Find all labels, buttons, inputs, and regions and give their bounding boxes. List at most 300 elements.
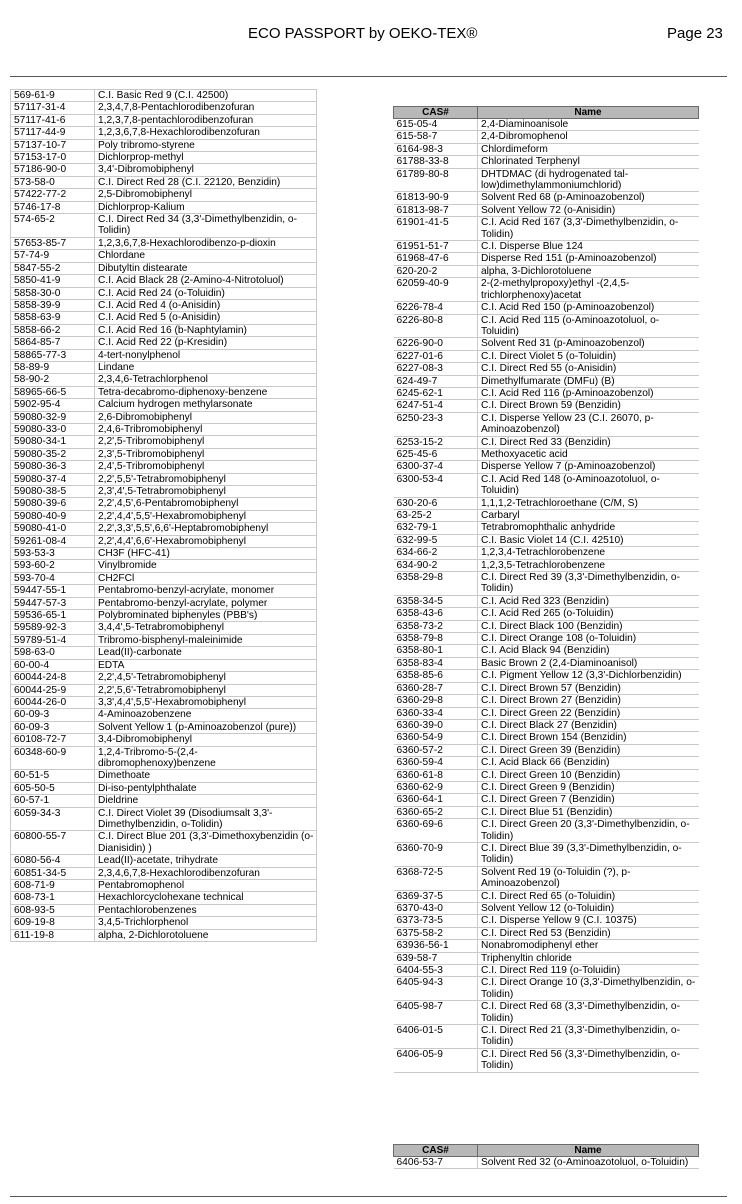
table-row (11, 374, 317, 386)
cas-number-cell: 5858-66-2 (11, 324, 95, 336)
cas-number-cell: 6358-34-5 (394, 595, 478, 607)
substance-name-cell: Disperse Red 151 (p-Aminoazobenzol) (478, 253, 699, 265)
cas-number-cell: 6373-73-5 (394, 915, 478, 927)
table-row (11, 498, 317, 510)
substance-name-cell: C.I. Direct Brown 154 (Benzidin) (478, 732, 699, 744)
cas-number-cell: 573-58-0 (11, 176, 95, 188)
table-row (394, 707, 699, 719)
substance-name-cell: C.I. Acid Red 16 (b-Naphtylamin) (95, 324, 317, 336)
substance-name-cell: 2,2',4,4',5,5'-Hexabromobiphenyl (95, 510, 317, 522)
cas-number-cell: 608-93-5 (11, 904, 95, 916)
cas-number-cell: 634-66-2 (394, 547, 478, 559)
table-row (394, 595, 699, 607)
table-row (394, 657, 699, 669)
cas-number-cell: 59261-08-4 (11, 535, 95, 547)
cas-number-cell: 63936-56-1 (394, 940, 478, 952)
cas-number-cell: 5858-63-9 (11, 312, 95, 324)
table-row (394, 400, 699, 412)
substance-name-cell: Solvent Yellow 12 (o-Toluidin) (478, 903, 699, 915)
cas-number-cell: 608-73-1 (11, 892, 95, 904)
table-row (394, 241, 699, 253)
cas-number-cell: 6059-34-3 (11, 807, 95, 831)
substance-name-cell: C.I. Direct Red 28 (C.I. 22120, Benzidin) (95, 176, 317, 188)
cas-number-cell: 611-19-8 (11, 929, 95, 941)
substance-name-cell: C.I. Pigment Yellow 12 (3,3'-Dichlorbenzidin) (478, 670, 699, 682)
substance-name-cell: Tetra-decabromo-diphenoxy-benzene (95, 386, 317, 398)
table-row (11, 831, 317, 855)
table-row (394, 842, 699, 866)
cas-number-cell: 59080-40-9 (11, 510, 95, 522)
substance-name-cell: 2-(2-methylpropoxy)ethyl -(2,4,5-trichlorphenoxy)acetat (478, 278, 699, 302)
table-row (394, 769, 699, 781)
substance-name-cell: C.I. Disperse Yellow 9 (C.I. 10375) (478, 915, 699, 927)
table-row (11, 423, 317, 435)
substance-name-cell: C.I. Acid Red 24 (o-Toluidin) (95, 287, 317, 299)
table-row (394, 965, 699, 977)
table-row (394, 695, 699, 707)
table-row (11, 572, 317, 584)
cas-number-cell: 6358-43-6 (394, 608, 478, 620)
cas-number-cell: 59536-65-1 (11, 610, 95, 622)
table-row (394, 915, 699, 927)
table-row (11, 929, 317, 941)
cas-number-cell: 6404-55-3 (394, 965, 478, 977)
substance-name-cell: Lindane (95, 361, 317, 373)
substance-name-cell: Chlorinated Terphenyl (478, 156, 699, 168)
substance-name-cell: C.I. Direct Black 27 (Benzidin) (478, 719, 699, 731)
table-row (394, 522, 699, 534)
cas-number-cell: 6226-78-4 (394, 302, 478, 314)
substance-name-cell: 1,1,1,2-Tetrachloroethane (C/M, S) (478, 497, 699, 509)
substance-name-cell: C.I. Disperse Yellow 23 (C.I. 26070, p-Aminoazobenzol) (478, 412, 699, 436)
substance-name-cell: C.I. Acid Red 150 (p-Aminoazobenzol) (478, 302, 699, 314)
cas-number-cell: 6360-64-1 (394, 794, 478, 806)
table-row (394, 682, 699, 694)
substance-name-cell: C.I. Acid Red 4 (o-Anisidin) (95, 299, 317, 311)
table-row (394, 375, 699, 387)
substance-name-cell: Dimethoate (95, 770, 317, 782)
table-row (394, 732, 699, 744)
cas-number-cell: 639-58-7 (394, 952, 478, 964)
cas-number-cell: 58965-66-5 (11, 386, 95, 398)
table-row (11, 510, 317, 522)
table-row (394, 253, 699, 265)
cas-number-cell: 6360-69-6 (394, 819, 478, 843)
substance-name-cell: 2,2',4,4',6,6'-Hexabromobiphenyl (95, 535, 317, 547)
substance-name-cell: C.I. Direct Blue 201 (3,3'-Dimethoxybenzidin (o-Dianisidin) ) (95, 831, 317, 855)
cas-number-cell: 57153-17-0 (11, 152, 95, 164)
cas-number-cell: 59080-37-4 (11, 473, 95, 485)
substance-name-cell: CH2FCl (95, 572, 317, 584)
substance-name-cell: alpha, 3-Dichlorotoluene (478, 265, 699, 277)
table-row (11, 411, 317, 423)
cas-number-cell: 60-09-3 (11, 709, 95, 721)
table-row (394, 510, 699, 522)
table-row (394, 903, 699, 915)
substance-name-cell: Chlordane (95, 250, 317, 262)
substance-name-cell: Tetrabromophthalic anhydride (478, 522, 699, 534)
table-row (11, 782, 317, 794)
cas-number-cell: 6360-33-4 (394, 707, 478, 719)
table-row (11, 201, 317, 213)
cas-number-cell: 60851-34-5 (11, 867, 95, 879)
table-row (394, 302, 699, 314)
substance-name-cell: 1,2,3,5-Tetrachlorobenzene (478, 559, 699, 571)
table-row (11, 386, 317, 398)
substance-name-cell: Di-iso-pentylphthalate (95, 782, 317, 794)
table-row (394, 794, 699, 806)
cas-number-cell: 615-05-4 (394, 119, 478, 131)
substance-name-cell: Carbaryl (478, 510, 699, 522)
table-row (394, 1001, 699, 1025)
table-row (394, 131, 699, 143)
cas-number-cell: 6358-29-8 (394, 572, 478, 596)
table-row (11, 672, 317, 684)
cas-number-cell: 5850-41-9 (11, 275, 95, 287)
cas-number-cell: 60-51-5 (11, 770, 95, 782)
table-row (394, 278, 699, 302)
cas-number-cell: 60044-24-8 (11, 672, 95, 684)
table-row (11, 904, 317, 916)
substance-name-cell: Hexachlorcyclohexane technical (95, 892, 317, 904)
substance-name-cell: Polybrominated biphenyles (PBB's) (95, 610, 317, 622)
table-row (394, 806, 699, 818)
substance-name-cell: C.I. Acid Black 28 (2-Amino-4-Nitrotoluol) (95, 275, 317, 287)
substance-name-cell: 3,4'-Dibromobiphenyl (95, 164, 317, 176)
table-row (11, 361, 317, 373)
table-row (11, 114, 317, 126)
cas-number-cell: 57137-10-7 (11, 139, 95, 151)
cas-number-cell: 593-70-4 (11, 572, 95, 584)
table-row (394, 168, 699, 192)
footer-rule (10, 1196, 727, 1197)
substance-name-cell: Solvent Red 31 (p-Aminoazobenzol) (478, 338, 699, 350)
table-row (394, 1025, 699, 1049)
left-substance-table (10, 89, 317, 942)
cas-number-cell: 63-25-2 (394, 510, 478, 522)
cas-number-cell: 615-58-7 (394, 131, 478, 143)
cas-number-cell: 598-63-0 (11, 647, 95, 659)
header-rule (10, 76, 727, 77)
substance-name-cell: Nonabromodiphenyl ether (478, 940, 699, 952)
table-row (394, 156, 699, 168)
substance-name-cell: Pentabromo-benzyl-acrylate, monomer (95, 585, 317, 597)
table-header-row (394, 1145, 699, 1157)
substance-name-cell: 1,2,4-Tribromo-5-(2,4-dibromophenoxy)benzene (95, 746, 317, 770)
substance-name-cell: 2,5-Dibromobiphenyl (95, 189, 317, 201)
cas-number-cell: 60348-60-9 (11, 746, 95, 770)
table-row (11, 610, 317, 622)
cas-number-cell: 6358-83-4 (394, 657, 478, 669)
substance-name-cell: C.I. Direct Green 22 (Benzidin) (478, 707, 699, 719)
cas-number-cell: 6245-62-1 (394, 387, 478, 399)
cas-number-cell: 6360-28-7 (394, 682, 478, 694)
substance-name-cell: 3,4,5-Trichlorphenol (95, 917, 317, 929)
table-row (11, 807, 317, 831)
cas-number-cell: 61789-80-8 (394, 168, 478, 192)
table-row (11, 448, 317, 460)
table-row (394, 473, 699, 497)
page-number: Page 23 (667, 25, 723, 42)
table-row (11, 90, 317, 102)
table-row (394, 744, 699, 756)
table-row (11, 659, 317, 671)
cas-number-cell: 6300-37-4 (394, 461, 478, 473)
substance-name-cell: 3,4,4',5-Tetrabromobiphenyl (95, 622, 317, 634)
cas-column-header: CAS# (394, 1145, 478, 1157)
cas-number-cell: 6360-65-2 (394, 806, 478, 818)
cas-number-cell: 6360-29-8 (394, 695, 478, 707)
substance-name-cell: EDTA (95, 659, 317, 671)
table-row (11, 585, 317, 597)
substance-name-cell: Dieldrine (95, 795, 317, 807)
cas-number-cell: 57-74-9 (11, 250, 95, 262)
table-row (11, 867, 317, 879)
substance-name-cell: C.I. Direct Red 33 (Benzidin) (478, 436, 699, 448)
substance-name-cell: C.I. Direct Red 56 (3,3'-Dimethylbenzidin, o-Tolidin) (478, 1048, 699, 1072)
substance-name-cell: C.I. Direct Orange 108 (o-Toluidin) (478, 633, 699, 645)
cas-number-cell: 569-61-9 (11, 90, 95, 102)
cas-number-cell: 6247-51-4 (394, 400, 478, 412)
substance-name-cell: C.I. Direct Violet 39 (Disodiumsalt 3,3'-Dimethylbenzidin, o-Tolidin) (95, 807, 317, 831)
left-table-body (11, 90, 317, 942)
table-row (394, 217, 699, 241)
table-row (11, 634, 317, 646)
table-row (11, 770, 317, 782)
substance-name-cell: Solvent Yellow 1 (p-Aminoazobenzol (pure)) (95, 721, 317, 733)
table-row (11, 917, 317, 929)
table-row (11, 795, 317, 807)
substance-name-cell: 2,2',5,5'-Tetrabromobiphenyl (95, 473, 317, 485)
substance-name-cell: C.I. Acid Black 66 (Benzidin) (478, 757, 699, 769)
substance-name-cell: Dimethylfumarate (DMFu) (B) (478, 375, 699, 387)
substance-name-cell: C.I. Direct Red 68 (3,3'-Dimethylbenzidin, o-Tolidin) (478, 1001, 699, 1025)
substance-name-cell: C.I. Disperse Blue 124 (478, 241, 699, 253)
table-row (394, 940, 699, 952)
cas-number-cell: 6358-80-1 (394, 645, 478, 657)
cas-number-cell: 6360-57-2 (394, 744, 478, 756)
table-row (394, 866, 699, 890)
cas-number-cell: 6369-37-5 (394, 890, 478, 902)
substance-name-cell: C.I. Direct Blue 39 (3,3'-Dimethylbenzidin, o-Tolidin) (478, 842, 699, 866)
table-row (11, 312, 317, 324)
cas-number-cell: 574-65-2 (11, 214, 95, 238)
cas-number-cell: 625-45-6 (394, 448, 478, 460)
cas-number-cell: 5902-95-4 (11, 399, 95, 411)
substance-name-cell: 2,2',5,6'-Tetrabromobiphenyl (95, 684, 317, 696)
substance-name-cell: C.I. Direct Brown 59 (Benzidin) (478, 400, 699, 412)
cas-number-cell: 59789-51-4 (11, 634, 95, 646)
cas-number-cell: 59080-41-0 (11, 523, 95, 535)
table-row (11, 696, 317, 708)
name-column-header: Name (478, 1145, 699, 1157)
substance-name-cell: 1,2,3,6,7,8-Hexachlorodibenzofuran (95, 127, 317, 139)
substance-name-cell: 2,4,6-Tribromobiphenyl (95, 423, 317, 435)
table-row (11, 102, 317, 114)
table-row (11, 237, 317, 249)
table-row (11, 337, 317, 349)
cas-number-cell: 59080-33-0 (11, 423, 95, 435)
substance-name-cell: Methoxyacetic acid (478, 448, 699, 460)
table-row (394, 1157, 699, 1169)
table-row (11, 597, 317, 609)
substance-name-cell: C.I. Acid Red 116 (p-Aminoazobenzol) (478, 387, 699, 399)
substance-name-cell: 2,4-Diaminoanisole (478, 119, 699, 131)
cas-number-cell: 60-09-3 (11, 721, 95, 733)
table-header-row (394, 107, 699, 119)
cas-number-cell: 61901-41-5 (394, 217, 478, 241)
cas-number-cell: 6250-23-3 (394, 412, 478, 436)
cas-number-cell: 6405-94-3 (394, 977, 478, 1001)
substance-name-cell: 2,3',5-Tribromobiphenyl (95, 448, 317, 460)
cas-number-cell: 6358-73-2 (394, 620, 478, 632)
substance-name-cell: C.I. Direct Red 65 (o-Toluidin) (478, 890, 699, 902)
substance-name-cell: Poly tribromo-styrene (95, 139, 317, 151)
substance-name-cell: 2,2',5-Tribromobiphenyl (95, 436, 317, 448)
substance-name-cell: C.I. Direct Orange 10 (3,3'-Dimethylbenzidin, o-Tolidin) (478, 977, 699, 1001)
table-row (11, 299, 317, 311)
cas-number-cell: 6375-58-2 (394, 927, 478, 939)
table-row (11, 250, 317, 262)
substance-name-cell: C.I. Acid Red 22 (p-Kresidin) (95, 337, 317, 349)
table-row (394, 952, 699, 964)
cas-number-cell: 60108-72-7 (11, 734, 95, 746)
cas-number-cell: 6406-01-5 (394, 1025, 478, 1049)
substance-name-cell: C.I. Basic Red 9 (C.I. 42500) (95, 90, 317, 102)
substance-name-cell: 2,3,4,6-Tetrachlorphenol (95, 374, 317, 386)
table-row (394, 547, 699, 559)
table-row (394, 119, 699, 131)
substance-name-cell: C.I. Direct Green 20 (3,3'-Dimethylbenzidin, o-Tolidin) (478, 819, 699, 843)
cas-number-cell: 57186-90-0 (11, 164, 95, 176)
substance-name-cell: Basic Brown 2 (2,4-Diaminoanisol) (478, 657, 699, 669)
substance-name-cell: Lead(II)-carbonate (95, 647, 317, 659)
substance-name-cell: 2,4-Dibromophenol (478, 131, 699, 143)
cas-number-cell: 59447-57-3 (11, 597, 95, 609)
table-row (394, 645, 699, 657)
cas-number-cell: 62059-40-9 (394, 278, 478, 302)
substance-name-cell: Dibutyltin distearate (95, 262, 317, 274)
cas-number-cell: 624-49-7 (394, 375, 478, 387)
substance-name-cell: 3,4-Dibromobiphenyl (95, 734, 317, 746)
table-row (11, 262, 317, 274)
cas-number-cell: 6360-70-9 (394, 842, 478, 866)
cas-number-cell: 59080-36-3 (11, 461, 95, 473)
table-row (11, 647, 317, 659)
substance-name-cell: C.I. Direct Red 34 (3,3'-Dimethylbenzidin, o-Tolidin) (95, 214, 317, 238)
cas-number-cell: 6405-98-7 (394, 1001, 478, 1025)
substance-name-cell: CH3F (HFC-41) (95, 548, 317, 560)
table-row (11, 139, 317, 151)
table-row (11, 461, 317, 473)
cas-number-cell: 634-90-2 (394, 559, 478, 571)
substance-name-cell: C.I. Direct Red 55 (o-Anisidin) (478, 363, 699, 375)
cas-number-cell: 58865-77-3 (11, 349, 95, 361)
table-row (394, 387, 699, 399)
cas-number-cell: 6368-72-5 (394, 866, 478, 890)
substance-name-cell: 2,3,4,7,8-Pentachlorodibenzofuran (95, 102, 317, 114)
table-row (11, 734, 317, 746)
table-row (11, 560, 317, 572)
table-row (394, 719, 699, 731)
cas-number-cell: 6300-53-4 (394, 473, 478, 497)
table-row (394, 314, 699, 338)
substance-name-cell: Chlordimeform (478, 143, 699, 155)
table-row (11, 535, 317, 547)
cas-number-cell: 6370-43-0 (394, 903, 478, 915)
cas-number-cell: 632-79-1 (394, 522, 478, 534)
table-row (11, 287, 317, 299)
cas-number-cell: 58-90-2 (11, 374, 95, 386)
table-row (394, 412, 699, 436)
table-row (394, 143, 699, 155)
cas-number-cell: 6227-01-6 (394, 350, 478, 362)
cas-number-cell: 6360-61-8 (394, 769, 478, 781)
table-row (394, 448, 699, 460)
cas-number-cell: 61788-33-8 (394, 156, 478, 168)
table-row (394, 1048, 699, 1072)
cas-number-cell: 61813-98-7 (394, 204, 478, 216)
table-row (394, 890, 699, 902)
cas-number-cell: 5858-30-0 (11, 287, 95, 299)
substance-name-cell: 1,2,3,4-Tetrachlorobenzene (478, 547, 699, 559)
substance-name-cell: 2,4',5-Tribromobiphenyl (95, 461, 317, 473)
table-row (394, 192, 699, 204)
cas-number-cell: 6360-39-0 (394, 719, 478, 731)
table-row (394, 338, 699, 350)
substance-name-cell: C.I. Direct Red 119 (o-Toluidin) (478, 965, 699, 977)
table-row (394, 363, 699, 375)
table-row (394, 572, 699, 596)
cas-number-cell: 57422-77-2 (11, 189, 95, 201)
cas-number-cell: 59080-39-6 (11, 498, 95, 510)
cas-number-cell: 608-71-9 (11, 880, 95, 892)
cas-number-cell: 6360-54-9 (394, 732, 478, 744)
cas-number-cell: 6360-62-9 (394, 781, 478, 793)
table-row (394, 670, 699, 682)
table-row (394, 461, 699, 473)
table-row (11, 349, 317, 361)
table-row (394, 633, 699, 645)
cas-number-cell: 57117-41-6 (11, 114, 95, 126)
document-title: ECO PASSPORT by OEKO-TEX® (248, 25, 478, 42)
substance-name-cell: 1,2,3,6,7,8-Hexachlorodibenzo-p-dioxin (95, 237, 317, 249)
cas-number-cell: 6080-56-4 (11, 855, 95, 867)
table-row (11, 709, 317, 721)
substance-name-cell: C.I. Direct Brown 57 (Benzidin) (478, 682, 699, 694)
table-row (11, 684, 317, 696)
cas-number-cell: 60-00-4 (11, 659, 95, 671)
substance-name-cell: DHTDMAC (di hydrogenated tal-low)dimethylammoniumchlorid) (478, 168, 699, 192)
cas-number-cell: 61813-90-9 (394, 192, 478, 204)
table-row (11, 880, 317, 892)
substance-name-cell: Disperse Yellow 7 (p-Aminoazobenzol) (478, 461, 699, 473)
substance-name-cell: C.I. Acid Red 115 (o-Aminoazotoluol, o-Toluidin) (478, 314, 699, 338)
cas-number-cell: 6253-15-2 (394, 436, 478, 448)
substance-name-cell: 2,3,4,6,7,8-Hexachlorodibenzofuran (95, 867, 317, 879)
substance-name-cell: Tribromo-bisphenyl-maleinimide (95, 634, 317, 646)
substance-name-cell: C.I. Direct Green 7 (Benzidin) (478, 794, 699, 806)
substance-name-cell: C.I. Direct Red 53 (Benzidin) (478, 927, 699, 939)
table-row (11, 721, 317, 733)
table-row (11, 164, 317, 176)
table-row (11, 189, 317, 201)
cas-number-cell: 60-57-1 (11, 795, 95, 807)
right-substance-table (393, 106, 699, 1073)
cas-number-cell: 59080-32-9 (11, 411, 95, 423)
table-row (394, 757, 699, 769)
cas-number-cell: 6226-80-8 (394, 314, 478, 338)
